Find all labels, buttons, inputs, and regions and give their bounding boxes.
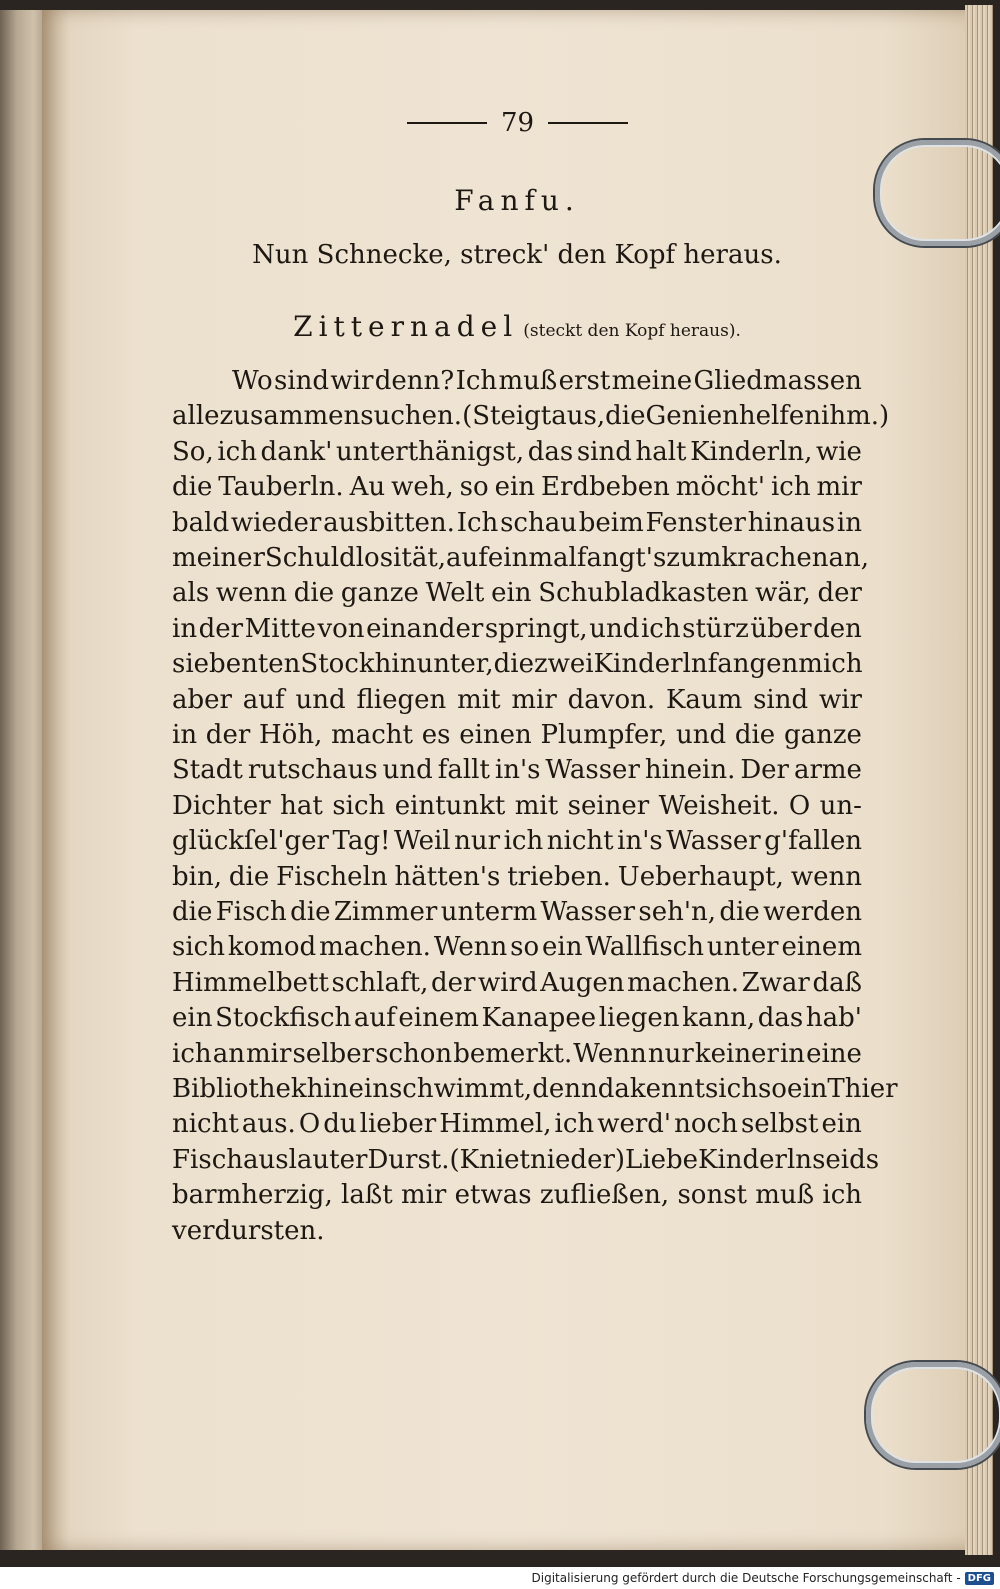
- page-clip-bottom: [866, 1362, 1000, 1468]
- stage-direction: (steckt den Kopf heraus).: [523, 321, 741, 341]
- speech-line: nicht aus. O du lieber Himmel, ich werd' noch selbst ein: [172, 1109, 862, 1140]
- speaker-name: Fanfu.: [454, 184, 580, 217]
- page-number-rule-right: [548, 122, 628, 124]
- speech-line: ein Stockfisch auf einem Kanapee liegen kann, das hab': [172, 1003, 862, 1034]
- speech-line: bald wieder ausbitten. Ich schau beim Fenster hinaus in: [172, 507, 862, 538]
- speech-line: die Fisch die Zimmer unterm Wasser seh'n, die werden: [172, 897, 862, 927]
- speech-line: Fisch aus lauter Durst. (Kniet nieder) Liebe Kinderln seids: [172, 1144, 880, 1175]
- footer: [0, 1567, 1000, 1589]
- speech-line: Himmelbett schlaft, der wird Augen machen. Zwar daß: [172, 967, 862, 998]
- footer-credit: Digitalisierung gefördert durch die Deutsche Forschungsgemeinschaft -: [531, 1571, 961, 1585]
- speech-line: als wenn die ganze Welt ein Schubladkasten wär, der: [172, 578, 862, 609]
- speech-line: barmherzig, laßt mir etwas zufließen, sonst muß ich: [172, 1180, 862, 1211]
- previous-page-edge: [0, 10, 48, 1550]
- speech-line: verdursten.: [172, 1215, 325, 1246]
- speech-line: Nun Schnecke, streck' den Kopf heraus.: [252, 240, 782, 270]
- page-clip-top: [875, 140, 1000, 246]
- speech-line: Dichter hat sich eintunkt mit seiner Weisheit. O un-: [172, 790, 862, 821]
- speech-line: Stadt rutschaus und fallt in's Wasser hinein. Der arme: [172, 755, 862, 786]
- speech-line: bin, die Fischeln hätten's trieben. Ueberhaupt, wenn: [172, 861, 862, 892]
- speech-line: alle zusammensuchen. (Steigt aus, die Genien helfen ihm.): [172, 401, 890, 432]
- speech-line: die Tauberln. Au weh, so ein Erdbeben möcht' ich mir: [172, 472, 862, 503]
- speech-line: in der Höh, macht es einen Plumpfer, und die ganze: [172, 720, 862, 750]
- speech-line: So, ich dank' unterthänigst, das sind halt Kinderln, wie: [172, 436, 862, 467]
- speech-line: Bibliothek hineinschwimmt, denn da kennt sich so ein Thier: [172, 1074, 898, 1104]
- speaker-heading: [172, 310, 862, 343]
- speech-line: glückſel'ger Tag! Weil nur ich nicht in's Wasser g'fallen: [172, 826, 862, 857]
- dfg-logo: DFG: [965, 1572, 994, 1585]
- speech-line: Wo sind wir denn? Ich muß erst meine Gliedmassen: [232, 366, 862, 396]
- page-number: [405, 108, 630, 138]
- speaker-name: Zitternadel: [293, 310, 519, 343]
- speech-line: meiner Schuldlosität, auf einmal fangt's zum krachen an,: [172, 543, 870, 573]
- speech-line: siebenten Stock hinunter, die zwei Kinderln fangen mich: [172, 649, 863, 680]
- speech-line: aber auf und fliegen mit mir davon. Kaum sind wir: [172, 684, 862, 715]
- page-number-rule-left: [407, 122, 487, 124]
- page-number-text: 79: [500, 108, 535, 138]
- speech-line: in der Mitte von einander springt, und ich stürz über den: [172, 613, 862, 644]
- speech-line: ich an mir selber schon bemerkt. Wenn nur keiner in eine: [172, 1038, 862, 1069]
- speech-line: sich komod machen. Wenn so ein Wallfisch unter einem: [172, 932, 862, 963]
